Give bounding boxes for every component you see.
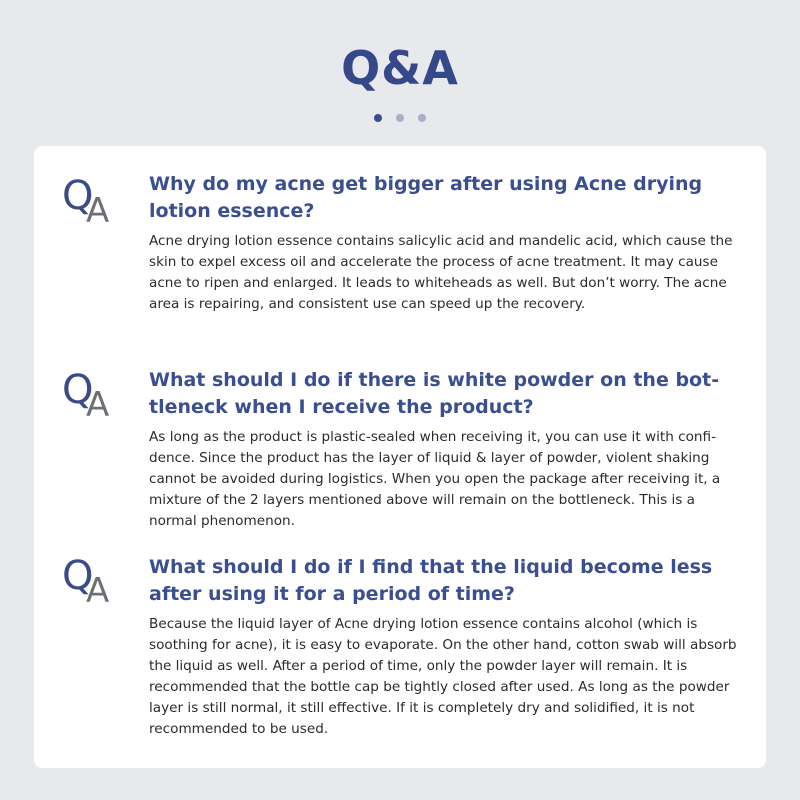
q-letter: Q [62, 553, 94, 599]
answer-text: As long as the product is plastic-sealed when receiving it, you can use it with confi-dence. Since the product has the layer of liquid & layer of powder, violent shaking cannot be avoided during logistics. When you open the package after receiving it, a mixture of the 2 layers mentioned above will remain on the bottleneck. This is a normal phenomenon. [149, 429, 721, 529]
carousel-dot-1[interactable] [374, 114, 382, 122]
a-letter: A [86, 571, 110, 611]
q-letter: Q [62, 367, 94, 413]
answer-text: Because the liquid layer of Acne drying lotion essence contains alcohol (which is soothing for acne), it is easy to evaporate. On the other hand, cotton swab will absorb the liquid as well. After a period of time, only the powder layer will remain. It is recommended that the bottle cap be tightly closed after used. As long as the powder layer is still normal, it still effective. If it is completely dry and solidified, it is not recommended to be used. [149, 616, 737, 737]
page-title: Q&A [341, 41, 459, 95]
qa-icon [62, 367, 118, 425]
qa-card [34, 146, 766, 768]
carousel-dot-3[interactable] [418, 114, 426, 122]
question-text: What should I do if there is white powder on the bot-tleneck when I receive the product? [149, 369, 720, 418]
qa-icon [62, 553, 118, 611]
question-text: Why do my acne get bigger after using Acne drying lotion essence? [149, 173, 703, 222]
q-letter: Q [62, 173, 94, 219]
carousel-indicator [0, 114, 800, 122]
a-letter: A [86, 385, 110, 425]
carousel-dot-2[interactable] [396, 114, 404, 122]
qa-icon [62, 173, 118, 231]
answer-text: Acne drying lotion essence contains salicylic acid and mandelic acid, which cause the skin to expel excess oil and accelerate the process of acne treatment. It may cause acne to ripen and enlarged. It leads to whiteheads as well. But don’t worry. The acne area is repairing, and consistent use can speed up the recovery. [149, 233, 733, 312]
a-letter: A [86, 191, 110, 231]
question-text: What should I do if I find that the liquid become less after using it for a period of time? [149, 556, 713, 605]
